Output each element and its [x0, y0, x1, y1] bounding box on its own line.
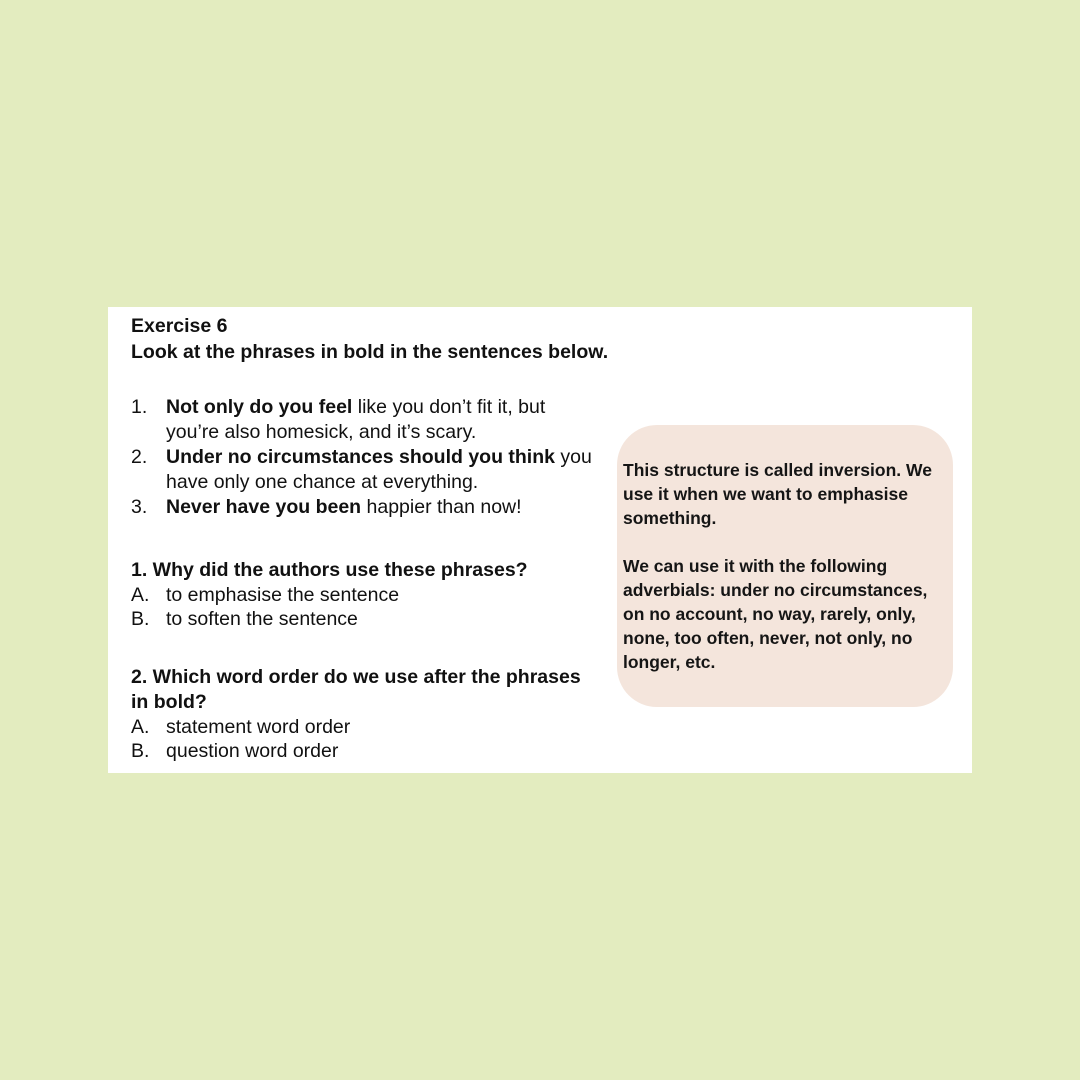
answer-option-a: [131, 715, 601, 739]
grammar-note-box: [617, 425, 953, 707]
sentence-number: 2.: [131, 446, 148, 468]
sentence-rest: like you don’t fit it, but you’re also homesick, and it’s scary.: [166, 396, 546, 443]
option-text: question word order: [166, 740, 339, 762]
sentence-bold-phrase: Not only do you feel: [166, 396, 353, 418]
answer-option-b: [131, 607, 601, 631]
sentence-item: [131, 495, 601, 520]
question-text: 1. Why did the authors use these phrases?: [131, 559, 528, 581]
option-letter: B.: [131, 608, 150, 630]
example-sentences: [131, 395, 601, 520]
option-text: to soften the sentence: [166, 608, 358, 630]
answer-option-a: [131, 583, 601, 607]
sentence-number: 3.: [131, 496, 148, 518]
exercise-card: [108, 307, 972, 773]
question-text: 2. Which word order do we use after the phrases in bold?: [131, 666, 581, 713]
answer-option-b: [131, 739, 601, 763]
sentence-rest: you have only one chance at everything.: [166, 446, 592, 493]
sentence-number: 1.: [131, 396, 148, 418]
sentence-item: [131, 395, 601, 445]
note-paragraph-2: We can use it with the following adverbials: under no circumstances, on no account, no way, rarely, only, none, too often, never, not only, no longer, etc.: [623, 556, 928, 672]
question-1: [131, 558, 601, 631]
exercise-title: Exercise 6: [131, 315, 228, 337]
option-letter: A.: [131, 584, 150, 606]
sentence-item: [131, 445, 601, 495]
option-letter: B.: [131, 740, 150, 762]
option-letter: A.: [131, 716, 150, 738]
option-text: to emphasise the sentence: [166, 584, 400, 606]
sentence-bold-phrase: Never have you been: [166, 496, 362, 518]
note-paragraph-1: This structure is called inversion. We use it when we want to emphasise something.: [623, 460, 932, 528]
question-2: [131, 665, 601, 763]
option-text: statement word order: [166, 716, 351, 738]
exercise-instruction: Look at the phrases in bold in the sentences below.: [131, 341, 609, 363]
sentence-rest: happier than now!: [361, 496, 522, 518]
sentence-bold-phrase: Under no circumstances should you think: [166, 446, 555, 468]
